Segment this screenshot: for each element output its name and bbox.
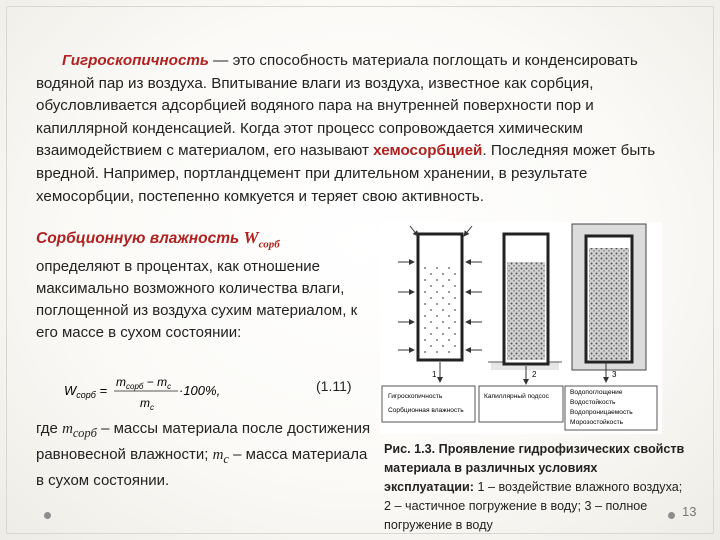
figure-diagram [380, 222, 662, 434]
figure-caption [384, 440, 689, 535]
symbol-m-sorb: $m_{сорб}$ [62, 421, 97, 440]
formula-svg [60, 368, 260, 414]
bullet-dot-right [668, 512, 675, 519]
formula [60, 368, 260, 414]
panel-2 [488, 234, 562, 384]
sorption-title-text: Сорбционную влажность [36, 230, 244, 247]
symbol-m-c: $m_с$ [212, 447, 229, 466]
panel-3 [572, 224, 646, 382]
formula-denominator: $m_c$ [140, 396, 154, 412]
formula-tail: ·100%, [179, 383, 221, 398]
figure-1-3 [380, 222, 662, 434]
formula-lhs: $W_{сорб}$ = [64, 383, 108, 400]
caption-rest: 1 – воздействие влажного воздуха; 2 – частичное погружение в воду; 3 – полное погружение в воду [384, 480, 683, 532]
legend-frost-resistance: Морозостойкость [570, 419, 624, 426]
panel-1 [398, 226, 482, 382]
legend-water-permeability: Водопроницаемость [570, 409, 633, 416]
legend-water-absorption: Водопоглощение [570, 389, 623, 396]
figure-label-3: 3 [612, 370, 617, 379]
figure-label-2: 2 [532, 370, 537, 379]
page-number: 13 [682, 504, 697, 519]
sorption-title [36, 228, 376, 254]
caption-lead: Рис. 1.3. Проявление гидрофизических свойств материала в различных условиях эксплуатации: [384, 442, 685, 494]
sorption-section [36, 228, 376, 344]
sorption-symbol: $W_{сорб}$ [243, 228, 280, 251]
legend-water-resistance: Водостойкость [570, 399, 616, 406]
figure-legend [382, 386, 657, 430]
term-chemisorption: хемосорбцией [373, 142, 483, 160]
sorption-definition: определяют в процентах, как отношение максимально возможного количества влаги, поглощенной из воздуха сухим материалом, к его массе в сухом состоянии: [36, 258, 358, 342]
bullet-dot-left [44, 512, 51, 519]
legend-hygroscopicity: Гигроскопичность [388, 393, 443, 400]
paragraph-text-2: . Последняя может быть вредной. Например, портландцемент при длительном хранении, в результате хемосорбции, постепенно комкуется и теряет свою активность. [36, 142, 656, 205]
formula-numerator: $m_{сорб} - m_c$ [116, 375, 172, 391]
where-text: где $m_{сорб}$ – массы материала после достижения равновесной влажности; $m_с$ – масса материала в сухом состоянии. [36, 420, 371, 489]
term-hygroscopicity: Гигроскопичность [62, 52, 209, 69]
legend-sorption: Сорбционная влажность [388, 407, 464, 414]
figure-label-1: 1 [432, 370, 437, 379]
legend-capillary: Капиллярный подсос [484, 393, 549, 400]
main-paragraph [36, 50, 686, 208]
paragraph-text-1: — это способность материала поглощать и конденсировать водяной пар из воздуха. Впитывание влаги из воздуха, известное как сорбция, обусловливается адсорбцией водяного пара на внутренней поверхности пор и капиллярной конденсацией. Когда этот процесс сопровождается химическим взаимодействием с материалом, его называют [36, 52, 638, 160]
equation-number: (1.11) [316, 378, 352, 394]
